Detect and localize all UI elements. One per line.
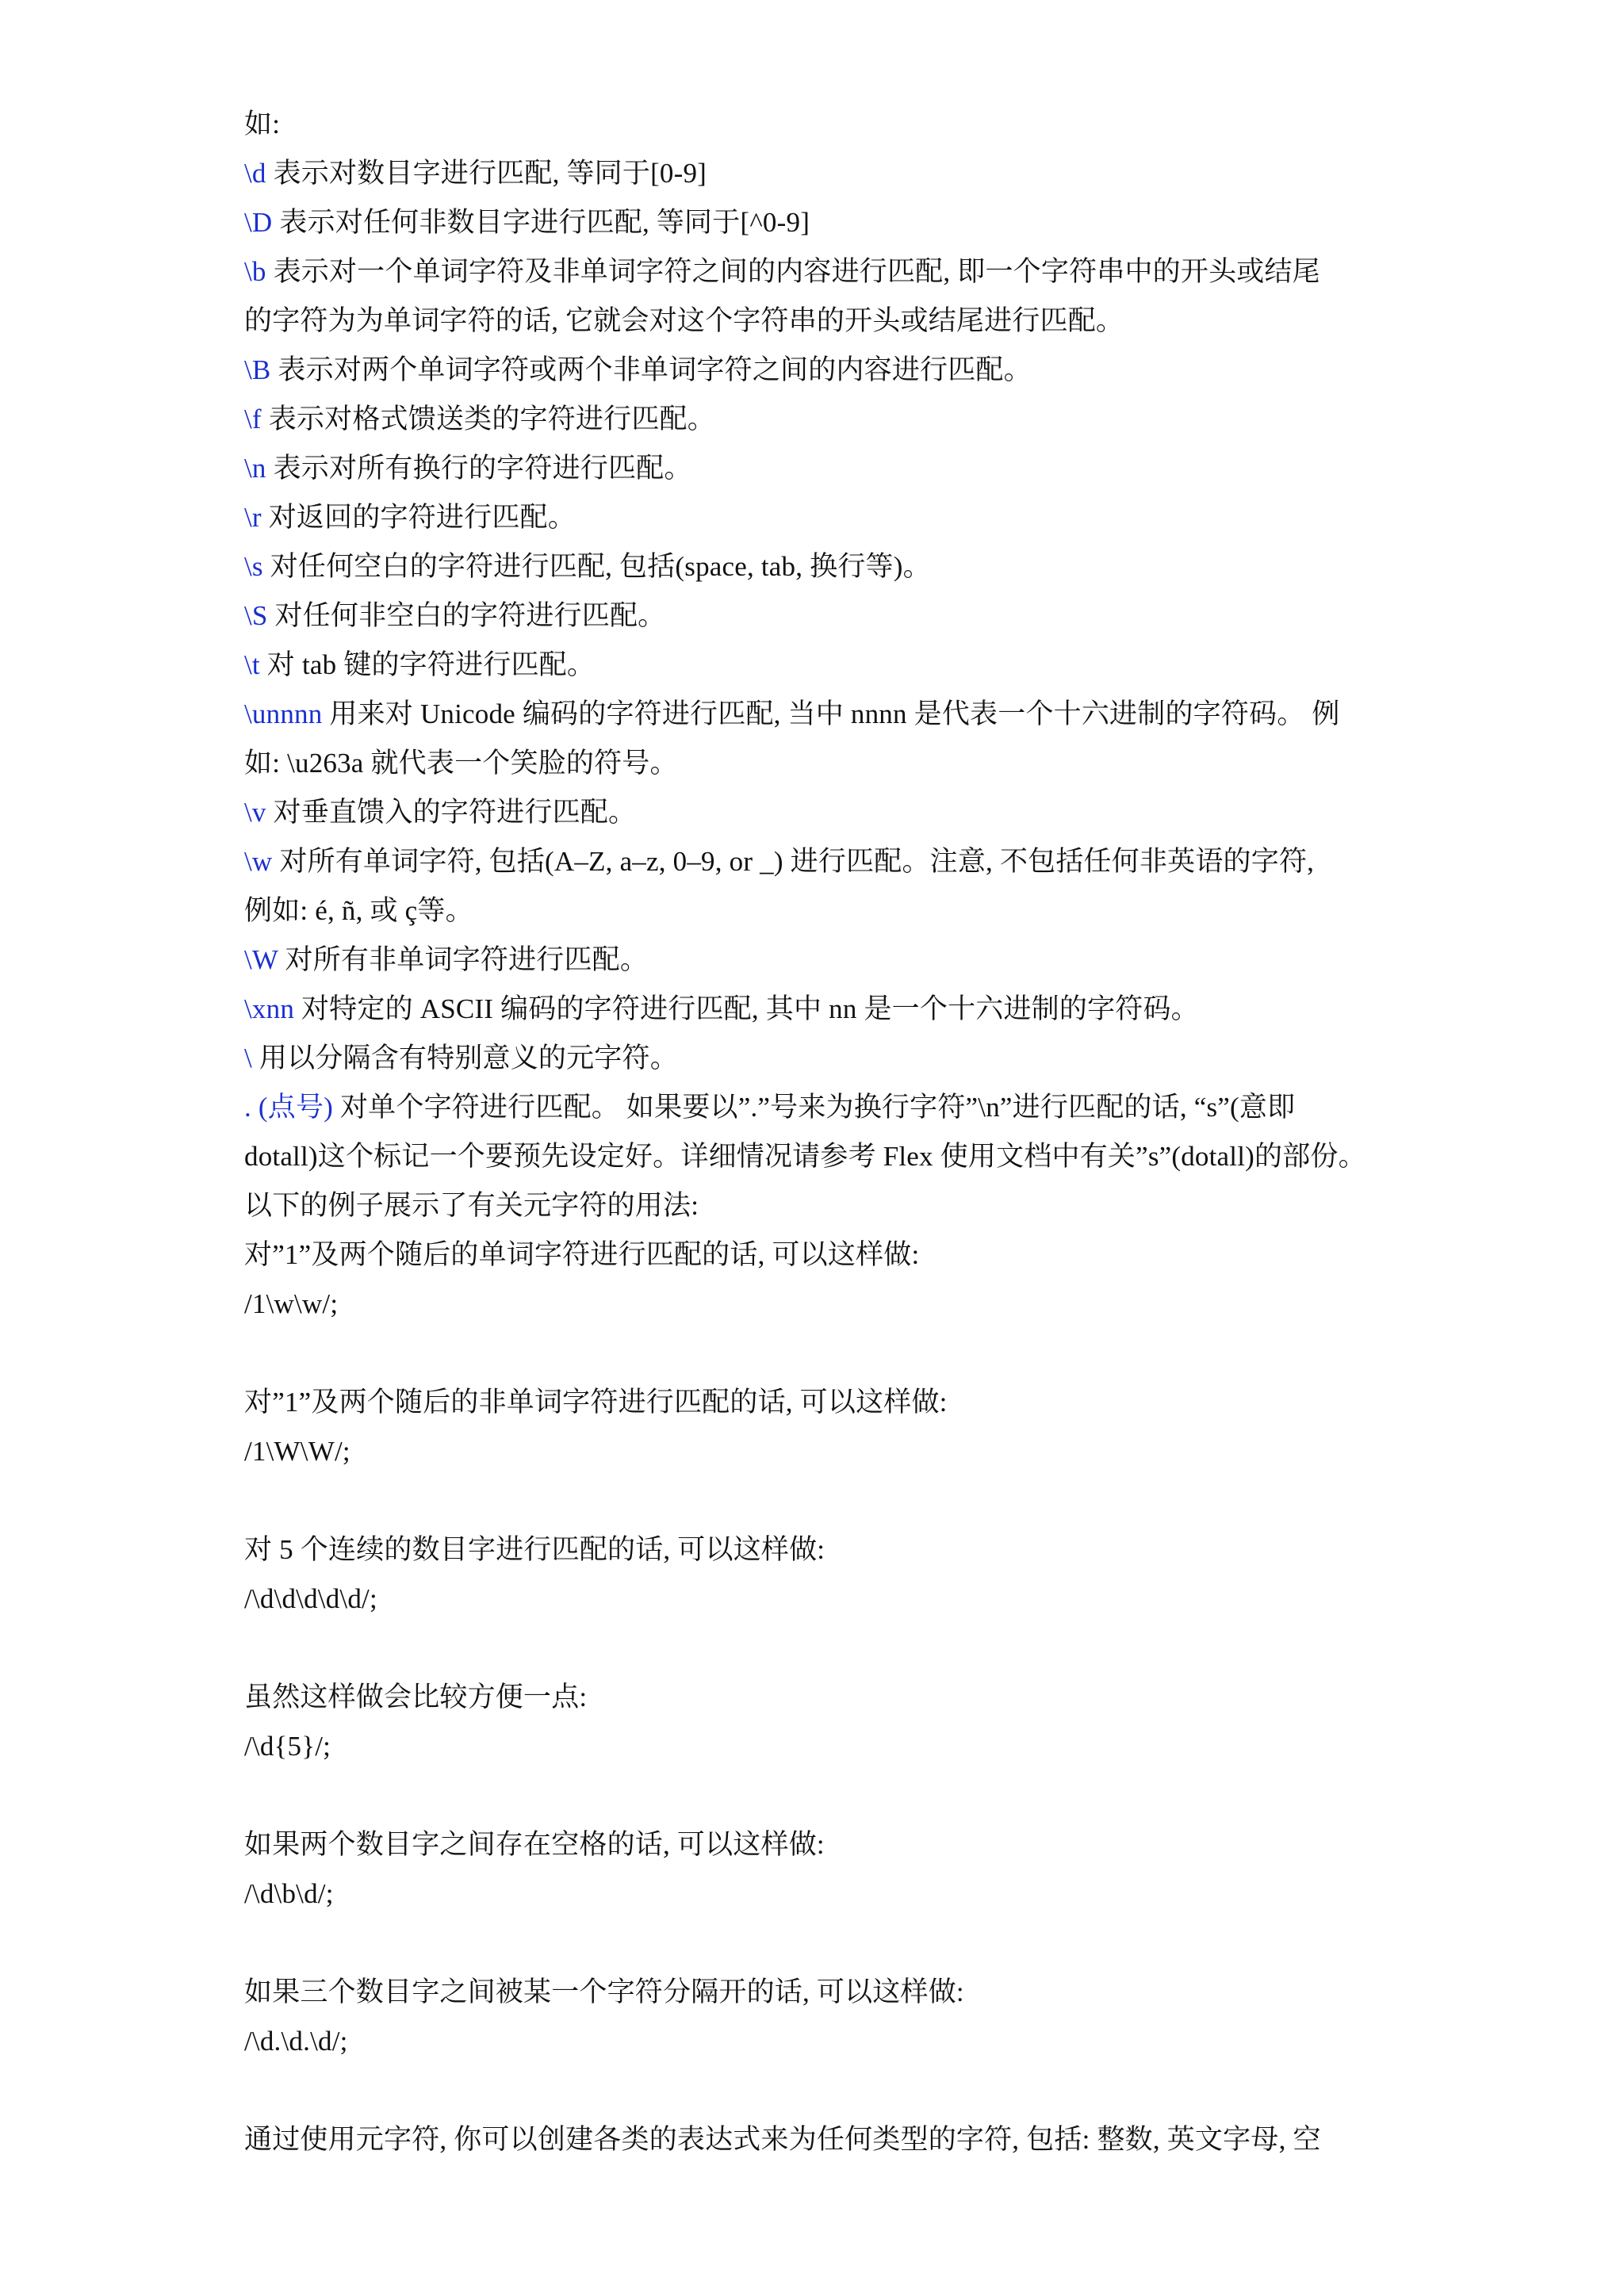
- text-line: [244, 936, 1392, 985]
- text-line: [244, 444, 1392, 493]
- text-line: [244, 1476, 1392, 1525]
- text-line: [244, 2115, 1392, 2164]
- regex-token: \t: [244, 649, 260, 680]
- line-text: 虽然这样做会比较方便一点:: [244, 1682, 588, 1712]
- text-line: [244, 788, 1392, 837]
- regex-token: \f: [244, 404, 262, 434]
- text-line: [244, 493, 1392, 542]
- line-text: 对”1”及两个随后的非单词字符进行匹配的话, 可以这样做:: [244, 1387, 948, 1418]
- text-line: [244, 1181, 1392, 1230]
- text-line: [244, 1968, 1392, 2017]
- line-text: 的字符为为单词字符的话, 它就会对这个字符串的开头或结尾进行匹配。: [244, 305, 1124, 336]
- line-text: 对任何空白的字符进行匹配, 包括(space, tab, 换行等)。: [262, 551, 931, 582]
- text-line: [244, 641, 1392, 690]
- text-line: [244, 886, 1392, 936]
- line-text: 如果两个数目字之间存在空格的话, 可以这样做:: [244, 1829, 825, 1860]
- text-line: [244, 985, 1392, 1034]
- line-text: 通过使用元字符, 你可以创建各类的表达式来为任何类型的字符, 包括: 整数, 英文字母, 空: [244, 2124, 1321, 2155]
- text-line: [244, 837, 1392, 886]
- line-text: dotall)这个标记一个要预先设定好。详细情况请参考 Flex 使用文档中有关”s”(dotall)的部份。: [244, 1141, 1366, 1172]
- line-text: 表示对格式馈送类的字符进行匹配。: [261, 404, 715, 434]
- text-line: [244, 2066, 1392, 2115]
- text-line: [244, 1919, 1392, 1968]
- regex-token: \W: [244, 944, 278, 975]
- line-text: /\d.\d.\d/;: [244, 2026, 348, 2057]
- text-line: [244, 1378, 1392, 1427]
- line-text: 表示对一个单词字符及非单词字符之间的内容进行匹配, 即一个字符串中的开头或结尾: [266, 256, 1320, 287]
- regex-token: \s: [244, 551, 263, 582]
- text-line: [244, 1869, 1392, 1919]
- text-line: [244, 346, 1392, 395]
- regex-token: \xnn: [244, 993, 295, 1024]
- text-line: [244, 297, 1392, 346]
- text-line: [244, 1771, 1392, 1820]
- text-line: [244, 1525, 1392, 1575]
- text-line: [244, 591, 1392, 641]
- regex-token: \unnnn: [244, 698, 323, 729]
- text-line: [244, 1575, 1392, 1624]
- text-line: [244, 100, 1392, 149]
- line-text: 对任何非空白的字符进行匹配。: [267, 600, 666, 631]
- text-line: [244, 1280, 1392, 1329]
- text-line: [244, 149, 1392, 198]
- text-line: [244, 1427, 1392, 1476]
- line-text: 以下的例子展示了有关元字符的用法:: [244, 1190, 699, 1221]
- regex-token: \D: [244, 207, 273, 238]
- text-line: [244, 1624, 1392, 1673]
- text-line: [244, 1722, 1392, 1771]
- line-text: 表示对所有换行的字符进行匹配。: [266, 453, 692, 484]
- line-text: 用来对 Unicode 编码的字符进行匹配, 当中 nnnn 是代表一个十六进制的字符码。 例: [322, 698, 1340, 729]
- text-line: [244, 542, 1392, 591]
- regex-token: \S: [244, 600, 268, 631]
- line-text: 对所有非单词字符进行匹配。: [278, 944, 649, 975]
- line-text: 如:: [244, 109, 281, 140]
- text-line: [244, 247, 1392, 297]
- line-text: /1\w\w/;: [244, 1288, 339, 1319]
- text-line: [244, 1034, 1392, 1083]
- regex-token: \r: [244, 502, 262, 533]
- regex-token: \n: [244, 453, 266, 484]
- regex-token: \: [244, 1043, 252, 1073]
- line-text: 对单个字符进行匹配。 如果要以”.”号来为换行字符”\n”进行匹配的话, “s”(意即: [333, 1092, 1296, 1123]
- text-line: [244, 1230, 1392, 1280]
- regex-token: \d: [244, 158, 266, 189]
- line-text: 对 tab 键的字符进行匹配。: [259, 649, 596, 680]
- line-text: 如: \u263a 就代表一个笑脸的符号。: [244, 748, 678, 779]
- text-line: [244, 1083, 1392, 1132]
- line-text: 如果三个数目字之间被某一个字符分隔开的话, 可以这样做:: [244, 1976, 964, 2007]
- line-text: 表示对数目字进行匹配, 等同于[0-9]: [266, 158, 707, 189]
- regex-token: \v: [244, 797, 266, 828]
- line-text: /\d\b\d/;: [244, 1878, 334, 1909]
- regex-token: . (点号): [244, 1092, 334, 1123]
- line-text: 对特定的 ASCII 编码的字符进行匹配, 其中 nn 是一个十六进制的字符码。: [294, 993, 1199, 1024]
- text-line: [244, 2017, 1392, 2066]
- line-text: /\d\d\d\d\d/;: [244, 1583, 377, 1614]
- line-text: 对垂直馈入的字符进行匹配。: [266, 797, 637, 828]
- text-line: [244, 198, 1392, 247]
- text-line: [244, 395, 1392, 444]
- line-text: 对所有单词字符, 包括(A–Z, a–z, 0–9, or _) 进行匹配。注意, 不包括任何非英语的字符,: [272, 846, 1315, 877]
- line-text: 对”1”及两个随后的单词字符进行匹配的话, 可以这样做:: [244, 1239, 920, 1270]
- line-text: 用以分隔含有特别意义的元字符。: [251, 1043, 678, 1073]
- line-text: 例如: é, ñ, 或 ç等。: [244, 895, 473, 926]
- text-line: [244, 1673, 1392, 1722]
- line-text: /1\W\W/;: [244, 1436, 350, 1467]
- line-text: 表示对两个单词字符或两个非单词字符之间的内容进行匹配。: [270, 354, 1032, 385]
- text-line: [244, 690, 1392, 739]
- line-text: /\d{5}/;: [244, 1731, 331, 1762]
- regex-token: \B: [244, 354, 271, 385]
- text-line: [244, 739, 1392, 788]
- text-line: [244, 1329, 1392, 1378]
- text-line: [244, 1132, 1392, 1181]
- line-text: 对 5 个连续的数目字进行匹配的话, 可以这样做:: [244, 1534, 825, 1565]
- document-page: [244, 100, 1392, 2164]
- regex-token: \b: [244, 256, 266, 287]
- line-text: 表示对任何非数目字进行匹配, 等同于[^0-9]: [272, 207, 810, 238]
- line-text: 对返回的字符进行匹配。: [261, 502, 576, 533]
- text-line: [244, 1820, 1392, 1869]
- regex-token: \w: [244, 846, 273, 877]
